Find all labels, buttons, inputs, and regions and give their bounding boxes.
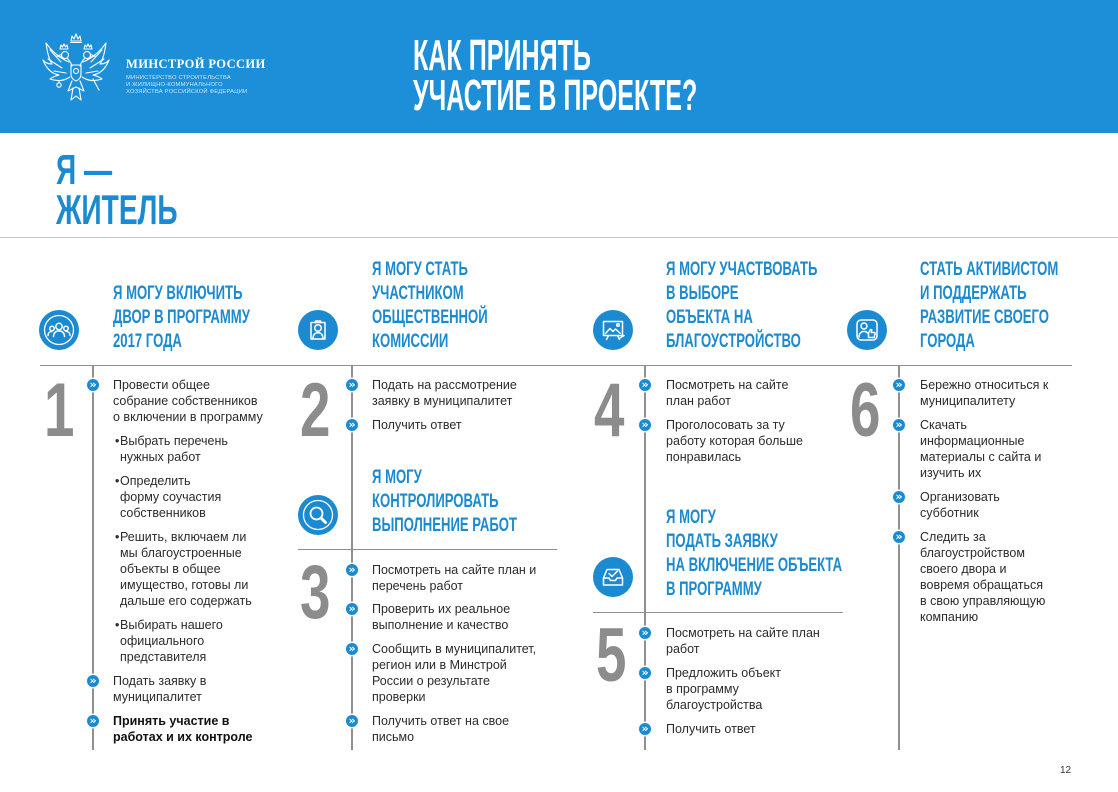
step-item: Посмотреть на сайте план работ — [666, 626, 820, 656]
step-item: Провести общее собрание собственников о включении в программу — [113, 378, 263, 424]
org-name: МИНСТРОЙ РОССИИ — [126, 57, 266, 71]
chevron-bullet-icon — [87, 715, 99, 727]
section-heading: Я МОГУ ПОДАТЬ ЗАЯВКУ НА ВКЛЮЧЕНИЕ ОБЪЕКТА В ПРОГРАММУ — [666, 507, 843, 600]
person-badge-icon — [298, 310, 338, 350]
section-heading: Я МОГУ УЧАСТВОВАТЬ В ВЫБОРЕ ОБЪЕКТА НА БЛАГОУСТРОЙСТВО — [666, 259, 818, 352]
step-item: Проверить их реальное выполнение и качество — [372, 602, 511, 632]
step-item: Получить ответ на свое письмо — [372, 714, 510, 744]
section-divider — [593, 612, 843, 614]
main-divider — [40, 365, 1072, 367]
divider — [0, 237, 1118, 238]
step-item: Получить ответ — [666, 722, 756, 736]
step-subitem: • Определить форму соучастия собственников — [115, 473, 221, 521]
section-heading: Я МОГУ ВКЛЮЧИТЬ ДВОР В ПРОГРАММУ 2017 ГОДА — [113, 283, 250, 352]
eagle-emblem-icon — [40, 32, 112, 108]
step-item: Скачать информационные материалы с сайта и изучить их — [920, 418, 1042, 480]
step-item: Принять участие в работах и их контроле — [113, 714, 253, 744]
chevron-bullet-icon — [639, 627, 651, 639]
step-subitem: • Выбирать нашего официального представителя — [115, 617, 223, 665]
step-item: Организовать субботник — [920, 490, 1000, 520]
section-heading: Я МОГУ КОНТРОЛИРОВАТЬ ВЫПОЛНЕНИЕ РАБОТ — [372, 467, 517, 536]
step-number: 2 — [300, 368, 331, 453]
chevron-bullet-icon — [346, 419, 358, 431]
chevron-bullet-icon — [639, 723, 651, 735]
activist-icon — [847, 310, 887, 350]
section-divider — [298, 549, 557, 551]
board-icon — [593, 310, 633, 350]
step-item: Следить за благоустройством своего двора и вовремя обращаться в свою управляющую компанию — [920, 530, 1046, 624]
timeline-line — [92, 365, 94, 750]
chevron-bullet-icon — [639, 667, 651, 679]
step-item: Подать на рассмотрение заявку в муниципалитет — [372, 378, 517, 408]
step-number: 5 — [596, 613, 627, 698]
chevron-bullet-icon — [346, 379, 358, 391]
role-heading: Я — ЖИТЕЛЬ — [56, 146, 178, 233]
step-item: Бережно относиться к муниципалитету — [920, 378, 1049, 408]
chevron-bullet-icon — [87, 379, 99, 391]
chevron-bullet-icon — [893, 379, 905, 391]
chevron-bullet-icon — [346, 603, 358, 615]
step-item: Подать заявку в муниципалитет — [113, 674, 207, 704]
section-heading: Я МОГУ СТАТЬ УЧАСТНИКОМ ОБЩЕСТВЕННОЙ КОМИССИИ — [372, 259, 488, 352]
step-item: Сообщить в муниципалитет, регион или в Минстрой России о результате проверки — [372, 642, 537, 704]
step-item: Посмотреть на сайте план и перечень работ — [372, 563, 537, 593]
section-heading: СТАТЬ АКТИВИСТОМ И ПОДДЕРЖАТЬ РАЗВИТИЕ СВОЕГО ГОРОДА — [920, 259, 1059, 352]
step-number: 1 — [44, 368, 75, 453]
step-item: Посмотреть на сайте план работ — [666, 378, 789, 408]
people-group-icon — [39, 310, 79, 350]
chevron-bullet-icon — [893, 419, 905, 431]
step-subitem: • Выбрать перечень нужных работ — [115, 433, 228, 465]
step-subitem: • Решить, включаем ли мы благоустроенные объекты в общее имущество, готовы ли дальше его содержать — [115, 529, 252, 609]
chevron-bullet-icon — [639, 379, 651, 391]
step-item: Получить ответ — [372, 418, 462, 432]
step-number: 4 — [594, 368, 625, 453]
inbox-check-icon — [593, 557, 633, 597]
chevron-bullet-icon — [346, 643, 358, 655]
org-subtitle: МИНИСТЕРСТВО СТРОИТЕЛЬСТВА И ЖИЛИЩНО-КОММУНАЛЬНОГО ХОЗЯЙСТВА РОССИЙСКОЙ ФЕДЕРАЦИИ — [126, 75, 248, 95]
step-item: Проголосовать за ту работу которая больше понравилась — [666, 418, 803, 464]
chevron-bullet-icon — [639, 419, 651, 431]
chevron-bullet-icon — [346, 715, 358, 727]
chevron-bullet-icon — [87, 675, 99, 687]
chevron-bullet-icon — [346, 564, 358, 576]
chevron-bullet-icon — [893, 491, 905, 503]
step-number: 6 — [850, 368, 881, 453]
step-number: 3 — [300, 550, 331, 635]
page-number: 12 — [1060, 765, 1072, 776]
step-item: Предложить объект в программу благоустройства — [666, 666, 782, 712]
chevron-bullet-icon — [893, 531, 905, 543]
page-title: КАК ПРИНЯТЬ УЧАСТИЕ В ПРОЕКТЕ? — [413, 31, 698, 120]
magnifier-icon — [298, 495, 338, 535]
